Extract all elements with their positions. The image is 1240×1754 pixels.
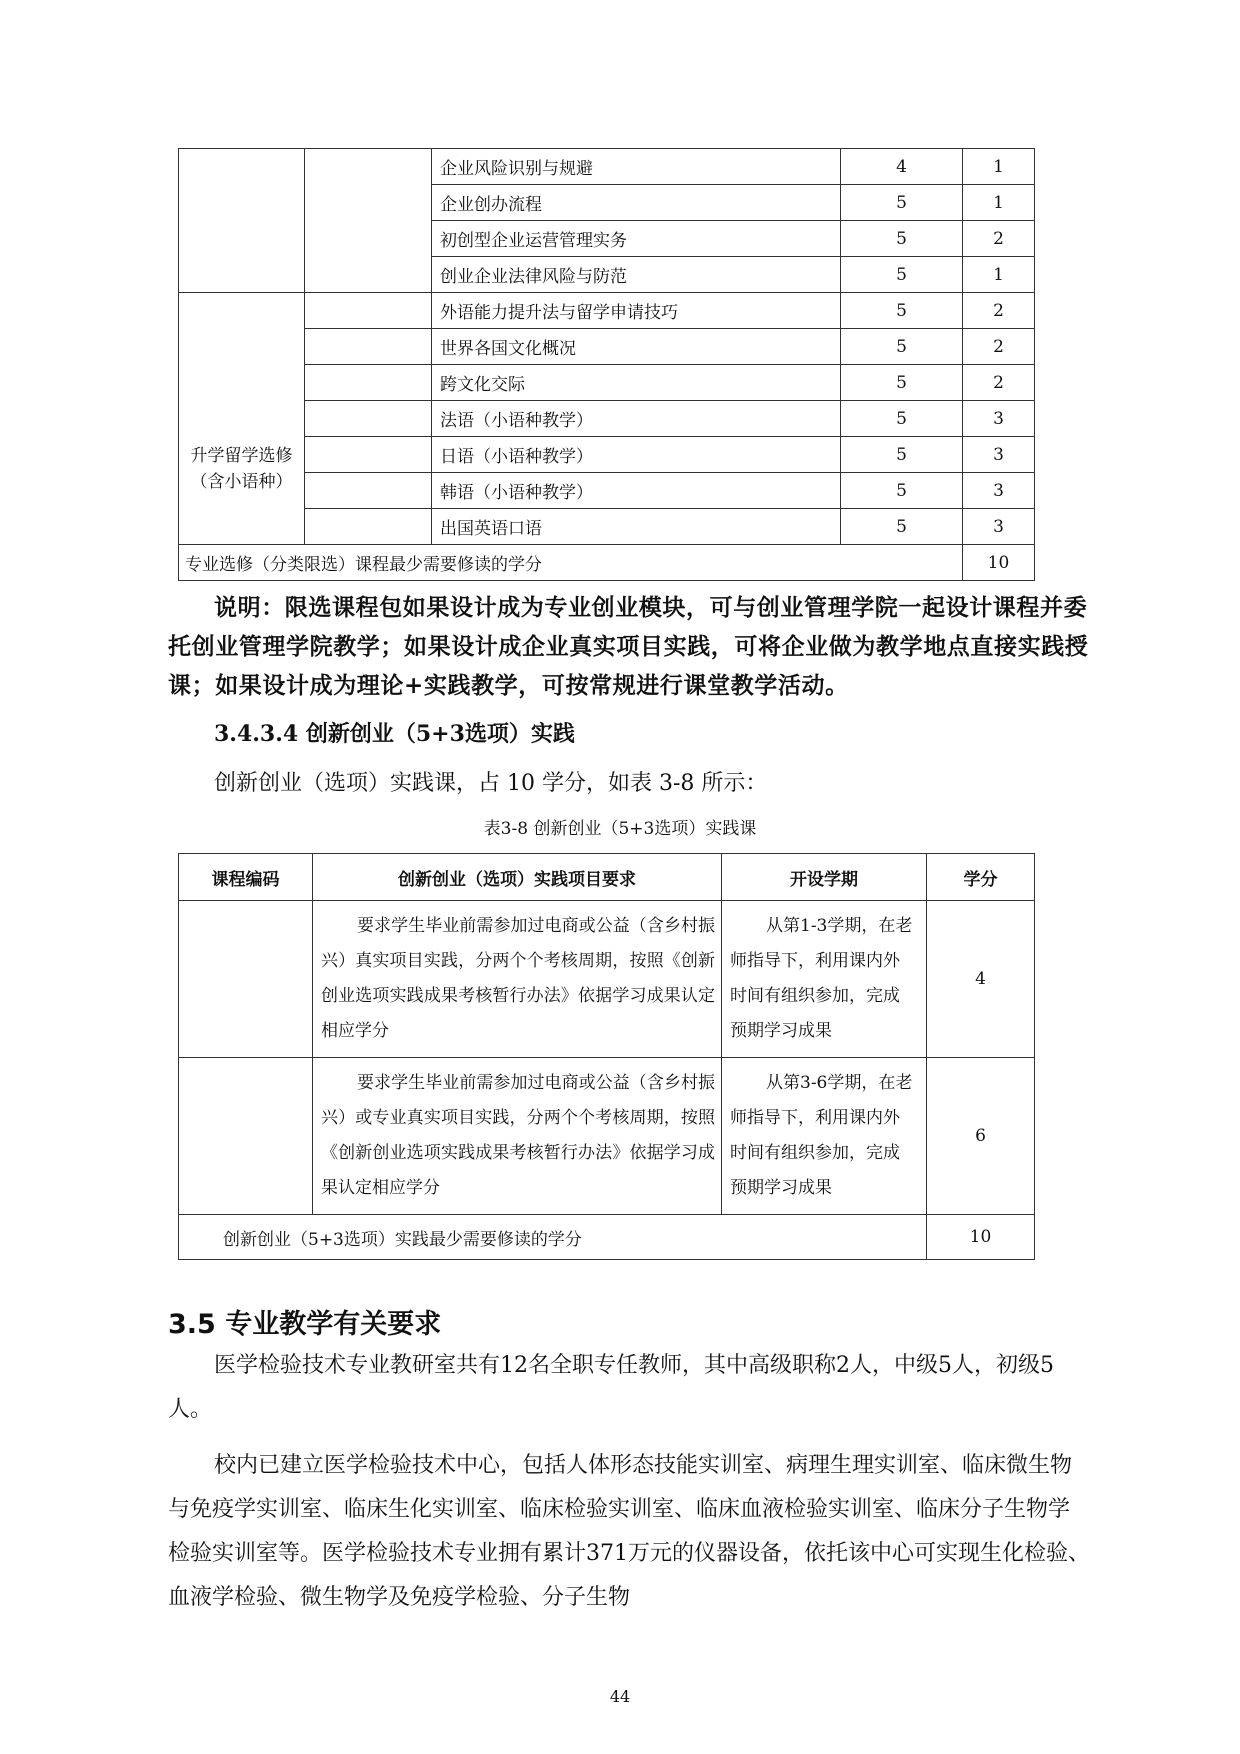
summary-label: 专业选修（分类限选）课程最少需要修读的学分 xyxy=(179,545,963,581)
course-hours: 4 xyxy=(841,149,963,185)
elective-course-table xyxy=(178,148,1035,581)
course-credits: 3 xyxy=(963,509,1035,545)
credit-value: 4 xyxy=(927,901,1035,1058)
course-name: 日语（小语种教学） xyxy=(432,437,841,473)
group-b-subcell xyxy=(305,365,432,401)
group-b-subcell xyxy=(305,473,432,509)
group-b-subcell xyxy=(305,329,432,365)
course-hours: 5 xyxy=(841,509,963,545)
intro-paragraph: 创新创业（选项）实践课，占 10 学分，如表 3-8 所示： xyxy=(214,771,768,796)
summary-row xyxy=(179,1215,1035,1260)
table-row xyxy=(179,1058,1035,1215)
course-hours: 5 xyxy=(841,437,963,473)
course-hours: 5 xyxy=(841,185,963,221)
table-row xyxy=(179,901,1035,1058)
summary-value: 10 xyxy=(963,545,1035,581)
requirement-text: 要求学生毕业前需参加过电商或公益（含乡村振兴）真实项目实践，分两个个考核周期，按照《创新创业选项实践成果考核暂行办法》依据学习成果认定相应学分 xyxy=(313,901,722,1058)
table-row xyxy=(179,437,1035,473)
practice-course-table xyxy=(178,853,1035,1260)
body-paragraph-2: 校内已建立医学检验技术中心，包括人体形态技能实训室、病理生理实训室、临床微生物与免疫学实训室、临床生化实训室、临床检验实训室、临床血液检验实训室、临床分子生物学检验实训室等。医学检验技术专业拥有累计371万元的仪器设备，依托该中心可实现生化检验、血液学检验、微生物学及免疫学检验、分子生物 xyxy=(168,1453,1090,1610)
course-credits: 2 xyxy=(963,221,1035,257)
header-requirement: 创新创业（选项）实践项目要求 xyxy=(313,854,722,901)
course-hours: 5 xyxy=(841,293,963,329)
course-hours: 5 xyxy=(841,221,963,257)
table-row xyxy=(179,149,1035,185)
course-credits: 1 xyxy=(963,257,1035,293)
section-heading-3434: 3.4.3.4 创新创业（5+3选项）实践 xyxy=(214,721,575,747)
group-b-subcell xyxy=(305,437,432,473)
note-paragraph: 说明：限选课程包如果设计成为专业创业模块，可与创业管理学院一起设计课程并委托创业管理学院教学；如果设计成企业真实项目实践，可将企业做为教学地点直接实践授课；如果设计成为理论+实践教学，可按常规进行课堂教学活动。 xyxy=(168,594,1089,699)
summary-row xyxy=(179,545,1035,581)
table-caption: 表3-8 创新创业（5+3选项）实践课 xyxy=(483,819,757,839)
course-name: 企业风险识别与规避 xyxy=(432,149,841,185)
course-name: 出国英语口语 xyxy=(432,509,841,545)
course-name: 外语能力提升法与留学申请技巧 xyxy=(432,293,841,329)
course-credits: 1 xyxy=(963,185,1035,221)
body-paragraph-1: 医学检验技术专业教研室共有12名全职专任教师，其中高级职称2人，中级5人，初级5人。 xyxy=(168,1353,1054,1422)
table-row xyxy=(179,473,1035,509)
group-b-subcell xyxy=(305,509,432,545)
course-name: 初创型企业运营管理实务 xyxy=(432,221,841,257)
course-code xyxy=(179,1058,313,1215)
course-hours: 5 xyxy=(841,257,963,293)
course-hours: 5 xyxy=(841,329,963,365)
course-credits: 2 xyxy=(963,293,1035,329)
header-term: 开设学期 xyxy=(722,854,927,901)
term-text: 从第1-3学期，在老师指导下，利用课内外时间有组织参加，完成预期学习成果 xyxy=(722,901,927,1058)
course-credits: 1 xyxy=(963,149,1035,185)
table-row xyxy=(179,329,1035,365)
header-credit: 学分 xyxy=(927,854,1035,901)
table-row xyxy=(179,365,1035,401)
credit-value: 6 xyxy=(927,1058,1035,1215)
requirement-text: 要求学生毕业前需参加过电商或公益（含乡村振兴）或专业真实项目实践，分两个个考核周期，按照《创新创业选项实践成果考核暂行办法》依据学习成果认定相应学分 xyxy=(313,1058,722,1215)
table-row xyxy=(179,293,1035,329)
group-b-label xyxy=(179,293,305,545)
course-name: 法语（小语种教学） xyxy=(432,401,841,437)
group-b-subcell xyxy=(305,293,432,329)
course-credits: 3 xyxy=(963,401,1035,437)
course-hours: 5 xyxy=(841,473,963,509)
course-code xyxy=(179,901,313,1058)
group-a-subcell xyxy=(305,149,432,293)
page-number: 44 xyxy=(609,1687,631,1706)
group-a-cell xyxy=(179,149,305,293)
group-b-label-line1: 升学留学选修 xyxy=(190,446,293,466)
table-row xyxy=(179,509,1035,545)
course-credits: 3 xyxy=(963,473,1035,509)
course-hours: 5 xyxy=(841,401,963,437)
course-credits: 3 xyxy=(963,437,1035,473)
course-name: 韩语（小语种教学） xyxy=(432,473,841,509)
header-code: 课程编码 xyxy=(179,854,313,901)
course-name: 跨文化交际 xyxy=(432,365,841,401)
course-credits: 2 xyxy=(963,329,1035,365)
table-row xyxy=(179,401,1035,437)
group-b-label-line2: （含小语种） xyxy=(190,472,293,492)
section-heading-35: 3.5 专业教学有关要求 xyxy=(168,1309,442,1340)
course-name: 世界各国文化概况 xyxy=(432,329,841,365)
course-name: 创业企业法律风险与防范 xyxy=(432,257,841,293)
table-header-row xyxy=(179,854,1035,901)
summary-label: 创新创业（5+3选项）实践最少需要修读的学分 xyxy=(179,1215,927,1260)
course-name: 企业创办流程 xyxy=(432,185,841,221)
summary-value: 10 xyxy=(927,1215,1035,1260)
group-b-subcell xyxy=(305,401,432,437)
term-text: 从第3-6学期，在老师指导下，利用课内外时间有组织参加，完成预期学习成果 xyxy=(722,1058,927,1215)
course-hours: 5 xyxy=(841,365,963,401)
course-credits: 2 xyxy=(963,365,1035,401)
